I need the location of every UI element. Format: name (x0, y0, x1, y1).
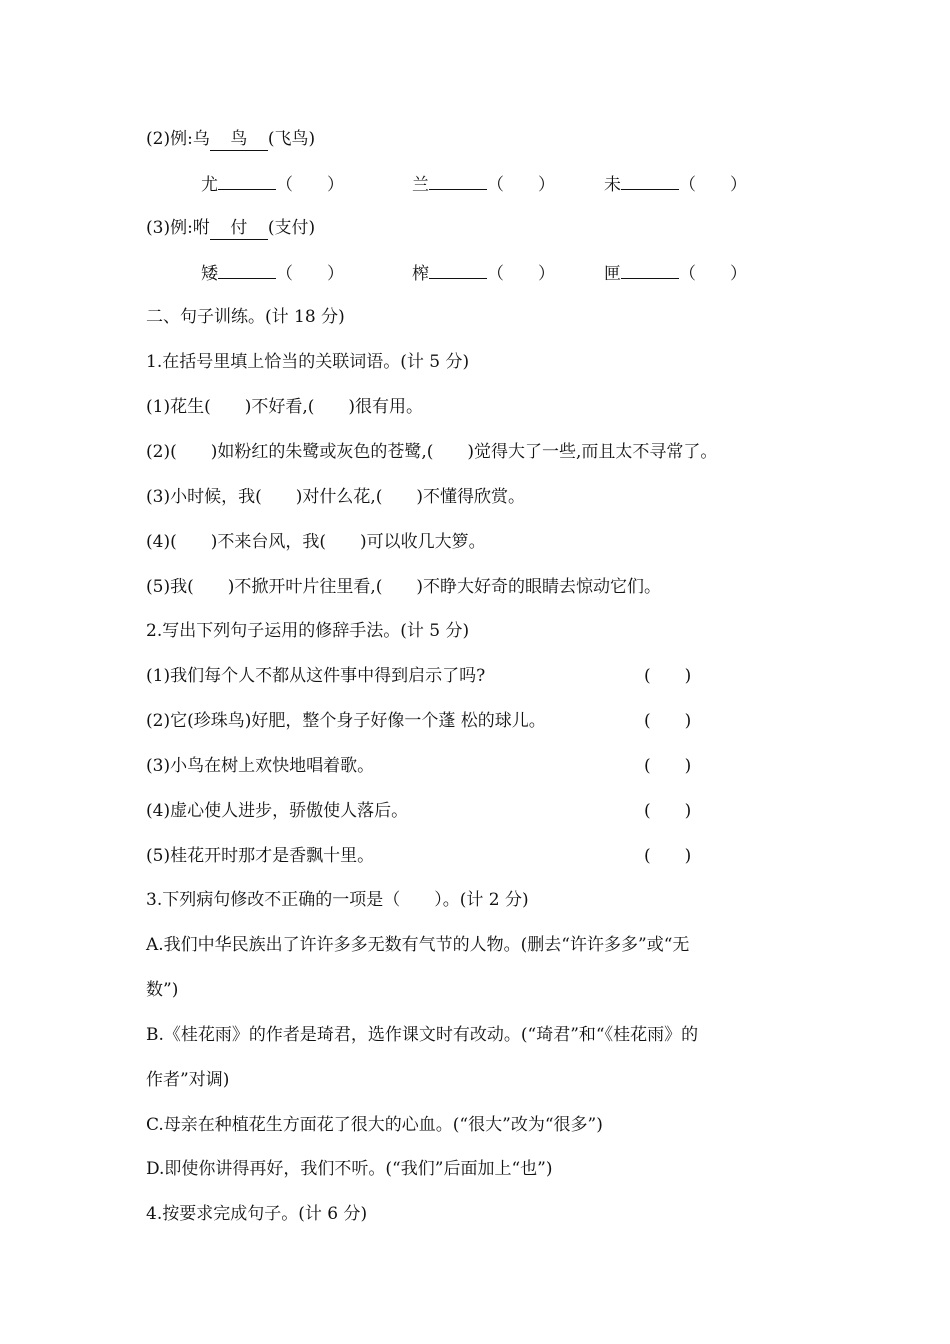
q1-item-3: (3)小时候，我( )对什么花,( )不懂得欣赏。 (146, 487, 526, 507)
q2-answer-4[interactable]: ( ) (644, 801, 692, 821)
answer-blank[interactable] (621, 172, 679, 190)
item-you: 尤 （ ） (201, 172, 344, 196)
question-1: 1.在括号里填上恰当的关联词语。(计 5 分) (146, 352, 470, 372)
q1-item-2: (2)( )如粉红的朱鹭或灰色的苍鹭,( )觉得大了一些,而且太不寻常了。 (146, 442, 718, 462)
q2-answer-1[interactable]: ( ) (644, 666, 692, 686)
q2-item-4: (4)虚心使人进步，骄傲使人落后。 (146, 801, 409, 821)
example-answer: 付 (210, 217, 268, 240)
q2-item-3: (3)小鸟在树上欢快地唱着歌。 (146, 756, 375, 776)
q3-option-d: D.即使你讲得再好，我们不听。(“我们”后面加上“也”) (146, 1159, 553, 1179)
q2-answer-2[interactable]: ( ) (644, 711, 692, 731)
q1-item-4: (4)( )不来台风，我( )可以收几大箩。 (146, 532, 486, 552)
question-4: 4.按要求完成句子。(计 6 分) (146, 1204, 368, 1224)
q2-answer-5[interactable]: ( ) (644, 846, 692, 866)
q2-item-5: (5)桂花开时那才是香飘十里。 (146, 846, 375, 866)
question-3: 3.下列病句修改不正确的一项是（ ）。(计 2 分) (146, 890, 529, 910)
item-wei: 未 （ ） (604, 172, 747, 196)
item-ai: 矮 （ ） (201, 261, 344, 285)
answer-blank[interactable] (218, 261, 276, 279)
example-2: (2)例:乌 鸟 (飞鸟) (146, 129, 316, 149)
example-answer: 鸟 (210, 128, 268, 151)
item-zha: 榨 （ ） (412, 261, 555, 285)
q3-option-a-line1: A.我们中华民族出了许许多多无数有气节的人物。(删去“许许多多”或“无 (146, 935, 690, 955)
q2-item-2: (2)它(珍珠鸟)好肥，整个身子好像一个蓬 松的球儿。 (146, 711, 546, 731)
section-heading-2: 二、句子训练。(计 18 分) (146, 307, 345, 327)
q1-item-1: (1)花生( )不好看,( )很有用。 (146, 397, 424, 417)
item-xia: 匣 （ ） (604, 261, 747, 285)
question-2: 2.写出下列句子运用的修辞手法。(计 5 分) (146, 621, 470, 641)
answer-blank[interactable] (218, 172, 276, 190)
q1-item-5: (5)我( )不掀开叶片往里看,( )不睁大好奇的眼睛去惊动它们。 (146, 577, 662, 597)
q3-option-a-line2: 数”) (146, 980, 179, 1000)
answer-blank[interactable] (621, 261, 679, 279)
answer-blank[interactable] (429, 261, 487, 279)
q2-answer-3[interactable]: ( ) (644, 756, 692, 776)
q3-option-c: C.母亲在种植花生方面花了很大的心血。(“很大”改为“很多”) (146, 1115, 603, 1135)
q3-option-b-line2: 作者”对调) (146, 1070, 230, 1090)
example-3: (3)例:咐 付 (支付) (146, 218, 316, 238)
q3-option-b-line1: B.《桂花雨》的作者是琦君，选作课文时有改动。(“琦君”和“《桂花雨》的 (146, 1025, 699, 1045)
q2-item-1: (1)我们每个人不都从这件事中得到启示了吗? (146, 666, 486, 686)
item-lan: 兰 （ ） (412, 172, 555, 196)
answer-blank[interactable] (429, 172, 487, 190)
